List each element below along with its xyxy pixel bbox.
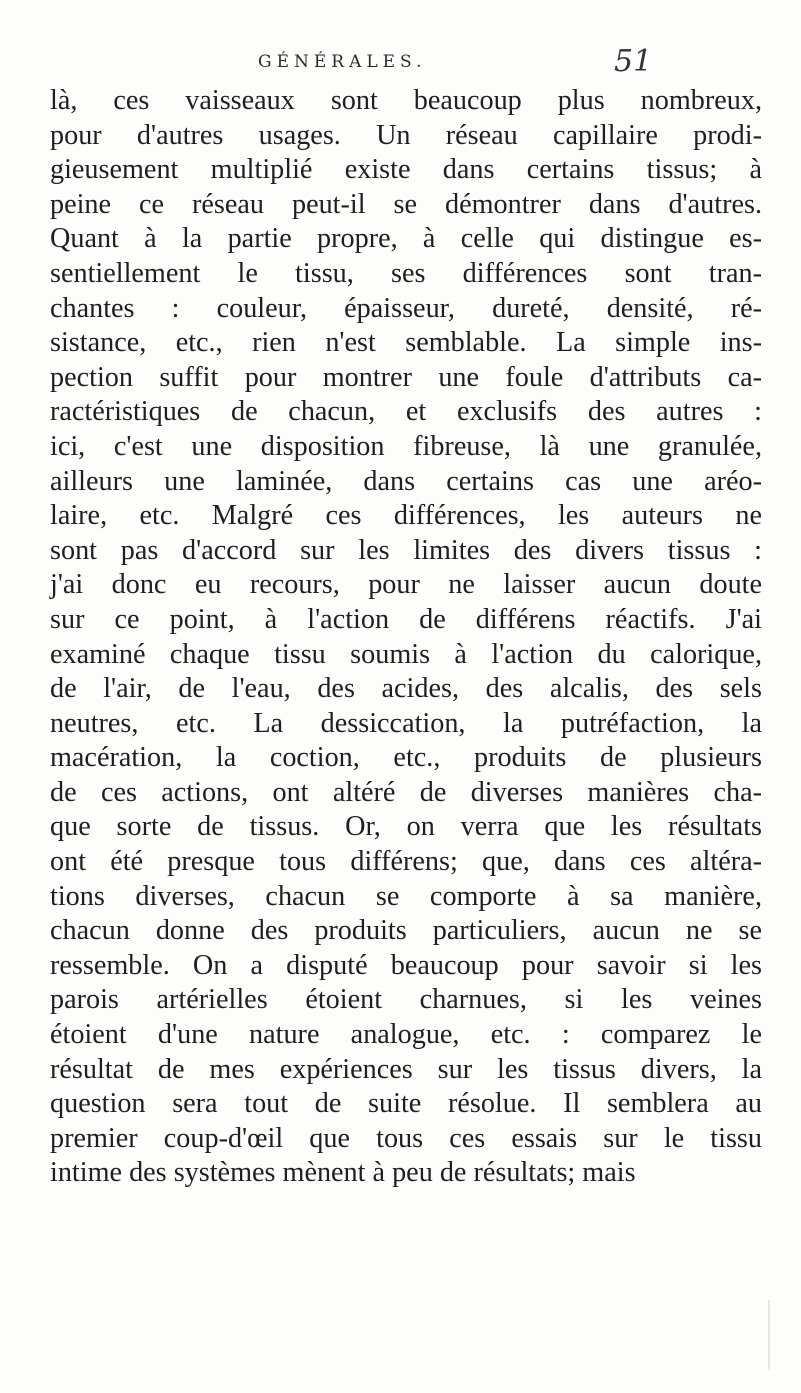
text-line: étoient d'une nature analogue, etc. : comparez le	[50, 1019, 762, 1051]
text-line: premier coup-d'œil que tous ces essais sur le tissu	[50, 1122, 762, 1154]
text-line: examiné chaque tissu soumis à l'action du calorique,	[50, 638, 762, 670]
text-line: là, ces vaisseaux sont beaucoup plus nombreux,	[50, 85, 762, 116]
text-line: sont pas d'accord sur les limites des divers tissus :	[50, 534, 762, 566]
text-line: sur ce point, à l'action de différens réactifs. J'ai	[50, 603, 762, 635]
running-head: GÉNÉRALES.	[258, 52, 427, 72]
text-line: neutres, etc. La dessiccation, la putréfaction, la	[50, 707, 762, 739]
page-number: 51	[614, 44, 653, 79]
text-line: intime des systèmes mènent à peu de résultats; mais	[50, 1157, 636, 1189]
text-line: question sera tout de suite résolue. Il semblera au	[50, 1088, 762, 1120]
text-line: chacun donne des produits particuliers, aucun ne se	[50, 915, 762, 947]
text-line: pour d'autres usages. Un réseau capillaire prodi-	[50, 119, 762, 151]
text-line: ont été presque tous différens; que, dans ces altéra-	[50, 846, 762, 878]
text-line: chantes : couleur, épaisseur, dureté, densité, ré-	[50, 292, 762, 324]
text-line: ici, c'est une disposition fibreuse, là une granulée,	[50, 430, 762, 462]
page-edge-mark	[768, 1300, 770, 1370]
text-line: ailleurs une laminée, dans certains cas une aréo-	[50, 465, 762, 497]
text-line: pection suffit pour montrer une foule d'attributs ca-	[50, 361, 762, 393]
text-line: ractéristiques de chacun, et exclusifs des autres :	[50, 396, 762, 428]
text-line: résultat de mes expériences sur les tissus divers, la	[50, 1053, 762, 1085]
text-line: de l'air, de l'eau, des acides, des alcalis, des sels	[50, 673, 762, 705]
text-line: laire, etc. Malgré ces différences, les auteurs ne	[50, 500, 762, 532]
text-line: Quant à la partie propre, à celle qui distingue es-	[50, 223, 762, 255]
text-line: sentiellement le tissu, ses différences sont tran-	[50, 257, 762, 289]
text-line: parois artérielles étoient charnues, si les veines	[50, 984, 762, 1016]
text-line: macération, la coction, etc., produits de plusieurs	[50, 742, 762, 774]
text-line: ressemble. On a disputé beaucoup pour savoir si les	[50, 949, 762, 981]
text-line: gieusement multiplié existe dans certains tissus; à	[50, 154, 762, 186]
text-line: de ces actions, ont altéré de diverses manières cha-	[50, 776, 762, 808]
text-line: peine ce réseau peut-il se démontrer dans d'autres.	[50, 188, 762, 220]
text-line: j'ai donc eu recours, pour ne laisser aucun doute	[50, 569, 762, 601]
body-text	[50, 84, 762, 1191]
text-line: que sorte de tissus. Or, on verra que les résultats	[50, 811, 762, 843]
page-header	[0, 44, 801, 82]
text-line: tions diverses, chacun se comporte à sa manière,	[50, 880, 762, 912]
text-line: sistance, etc., rien n'est semblable. La simple ins-	[50, 327, 762, 359]
